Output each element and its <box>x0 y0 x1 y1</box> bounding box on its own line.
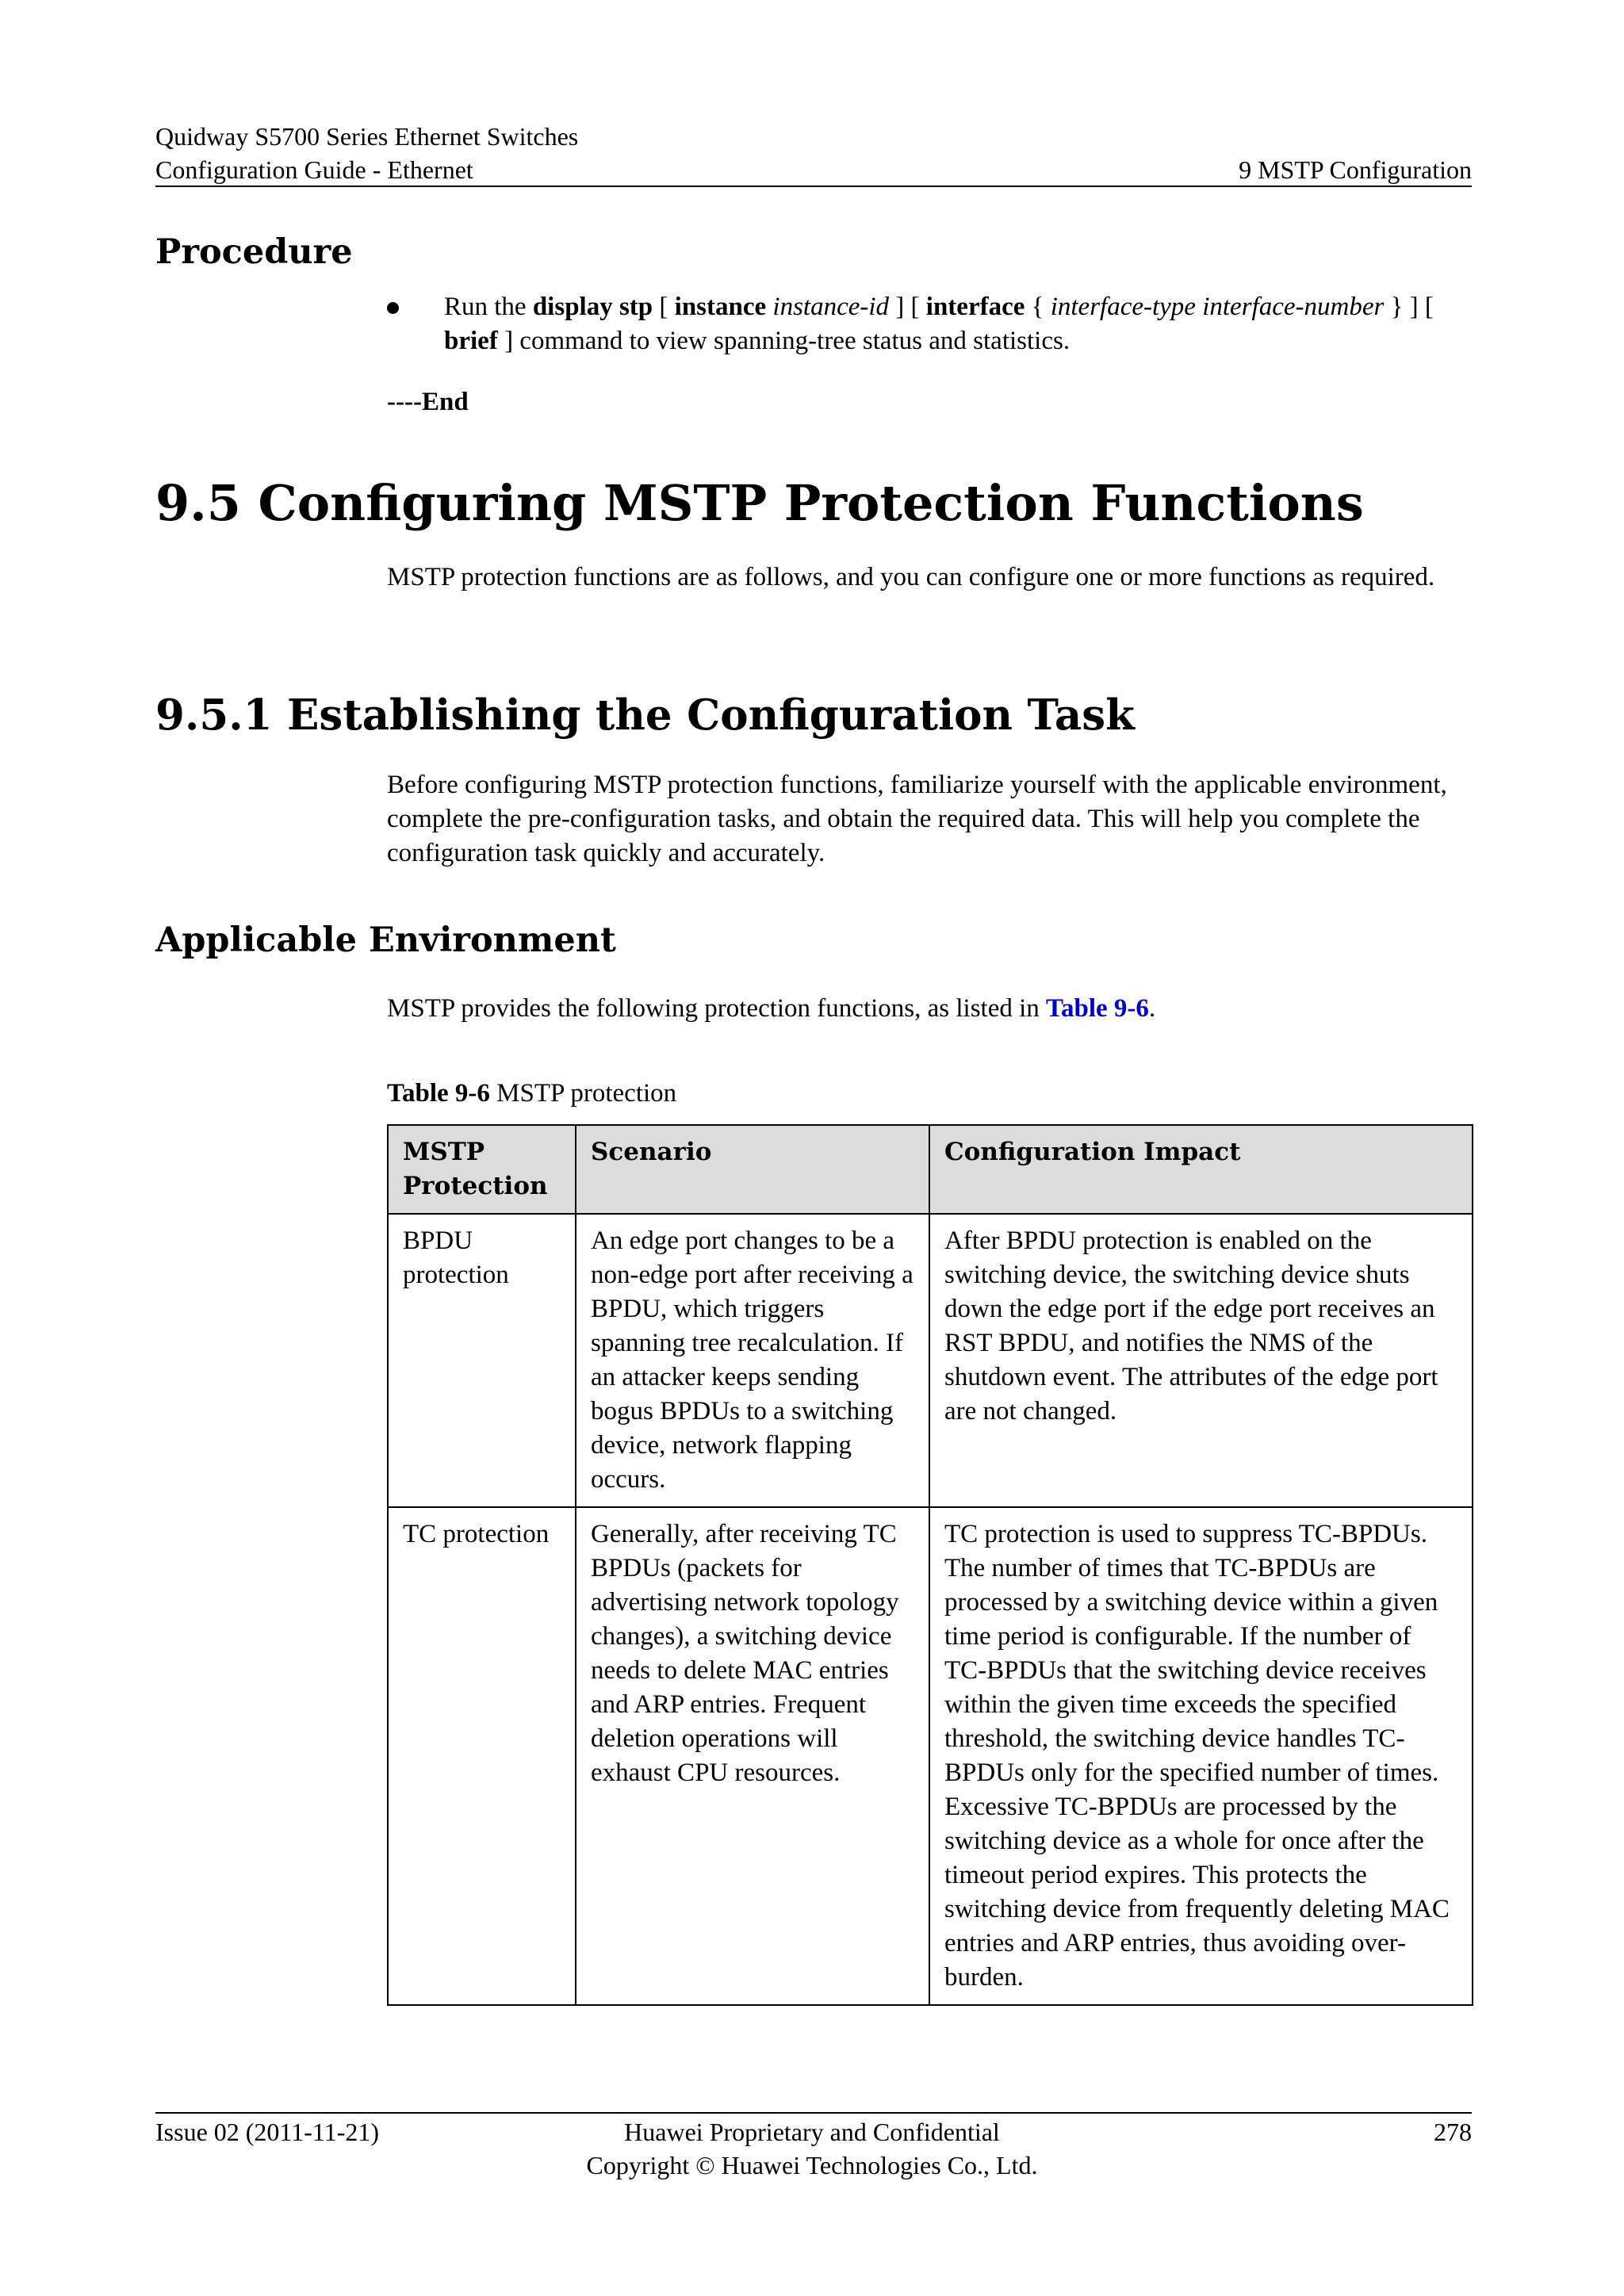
footer-confidential: Huawei Proprietary and Confidential <box>624 2118 1000 2146</box>
table-caption-label: Table 9-6 <box>387 1079 490 1108</box>
section-951-title: 9.5.1 Establishing the Configuration Task <box>155 691 1135 740</box>
bullet-text-5: } ] [ <box>1384 293 1434 321</box>
table-header-row <box>388 1125 1473 1214</box>
arg-interface-type-number: interface-type interface-number <box>1050 293 1385 321</box>
column-header-protection: MSTP Protection <box>388 1125 576 1214</box>
section-951-paragraph: Before configuring MSTP protection functions, familiarize yourself with the applicable environment, complete the pre-configuration tasks, and obtain the required data. This will help you complete the configuration task quickly and accurately. <box>387 771 1447 867</box>
cell-protection: BPDU protection <box>388 1214 576 1507</box>
table-row <box>388 1214 1473 1507</box>
section-95-paragraph: MSTP protection functions are as follows, and you can configure one or more functions as required. <box>387 563 1435 591</box>
header-product: Quidway S5700 Series Ethernet Switches <box>155 122 579 151</box>
keyword-instance: instance <box>674 293 767 321</box>
bullet-text-4: { <box>1025 293 1051 321</box>
table-9-6-link[interactable]: Table 9-6 <box>1046 994 1149 1023</box>
command-display-stp: display stp <box>532 293 653 321</box>
footer-copyright: Copyright © Huawei Technologies Co., Ltd. <box>586 2151 1038 2179</box>
cell-scenario: An edge port changes to be a non-edge port after receiving a BPDU, which triggers spanning tree recalculation. If an attacker keeps sending bogus BPDUs to a switching device, network flapping occurs. <box>576 1214 929 1507</box>
footer-rule <box>155 2112 1472 2114</box>
bullet-text-2: [ <box>653 293 675 321</box>
applicable-environment-heading: Applicable Environment <box>155 920 616 960</box>
bullet-dot-icon <box>387 302 399 314</box>
intro-period: . <box>1148 994 1156 1023</box>
table-caption-text: MSTP protection <box>489 1079 677 1108</box>
footer-issue: Issue 02 (2011-11-21) <box>155 2118 380 2146</box>
column-header-impact: Configuration Impact <box>929 1125 1473 1214</box>
footer-page-number: 278 <box>1434 2118 1472 2146</box>
bullet-text-3: ] [ <box>889 293 926 321</box>
procedure-end: ----End <box>387 388 469 416</box>
table-row <box>388 1507 1473 2005</box>
cell-scenario: Generally, after receiving TC BPDUs (packets for advertising network topology changes), a switching device needs to delete MAC entries and ARP entries. Frequent deletion operations will exhaust CPU resources. <box>576 1507 929 2005</box>
keyword-brief: brief <box>444 327 498 355</box>
bullet-text-1: Run the <box>444 293 533 321</box>
arg-instance-id: instance-id <box>772 293 890 321</box>
header-chapter: 9 MSTP Configuration <box>1239 155 1472 184</box>
applicable-environment-intro <box>387 992 1472 1026</box>
cell-impact: After BPDU protection is enabled on the switching device, the switching device shuts down the edge port if the edge port receives an RST BPDU, and notifies the NMS of the shutdown event. The attributes of the edge port are not changed. <box>929 1214 1473 1507</box>
cell-impact: TC protection is used to suppress TC-BPDUs. The number of times that TC-BPDUs are processed by a switching device within a given time period is configurable. If the number of TC-BPDUs that the switching device receives within the given time exceeds the specified threshold, the switching device handles TC-BPDUs only for the specified number of times. Excessive TC-BPDUs are processed by the switching device as a whole for once after the timeout period expires. This protects the switching device from frequently deleting MAC entries and ARP entries, thus avoiding over-burden. <box>929 1507 1473 2005</box>
bullet-text-6: ] command to view spanning-tree status and statistics. <box>497 327 1071 355</box>
table-caption <box>387 1077 676 1111</box>
section-95-title: 9.5 Configuring MSTP Protection Functions <box>155 474 1364 532</box>
intro-text: MSTP provides the following protection functions, as listed in <box>387 994 1047 1023</box>
mstp-protection-table <box>387 1124 1473 2006</box>
procedure-bullet-text <box>444 290 1472 358</box>
header-bar <box>155 154 1472 186</box>
procedure-bullet <box>387 290 1472 358</box>
header-guide: Configuration Guide - Ethernet <box>155 155 473 184</box>
keyword-interface: interface <box>925 293 1025 321</box>
procedure-heading: Procedure <box>155 232 353 272</box>
footer-center <box>0 2115 1624 2182</box>
cell-protection: TC protection <box>388 1507 576 2005</box>
column-header-scenario: Scenario <box>576 1125 929 1214</box>
header-rule <box>155 186 1472 187</box>
